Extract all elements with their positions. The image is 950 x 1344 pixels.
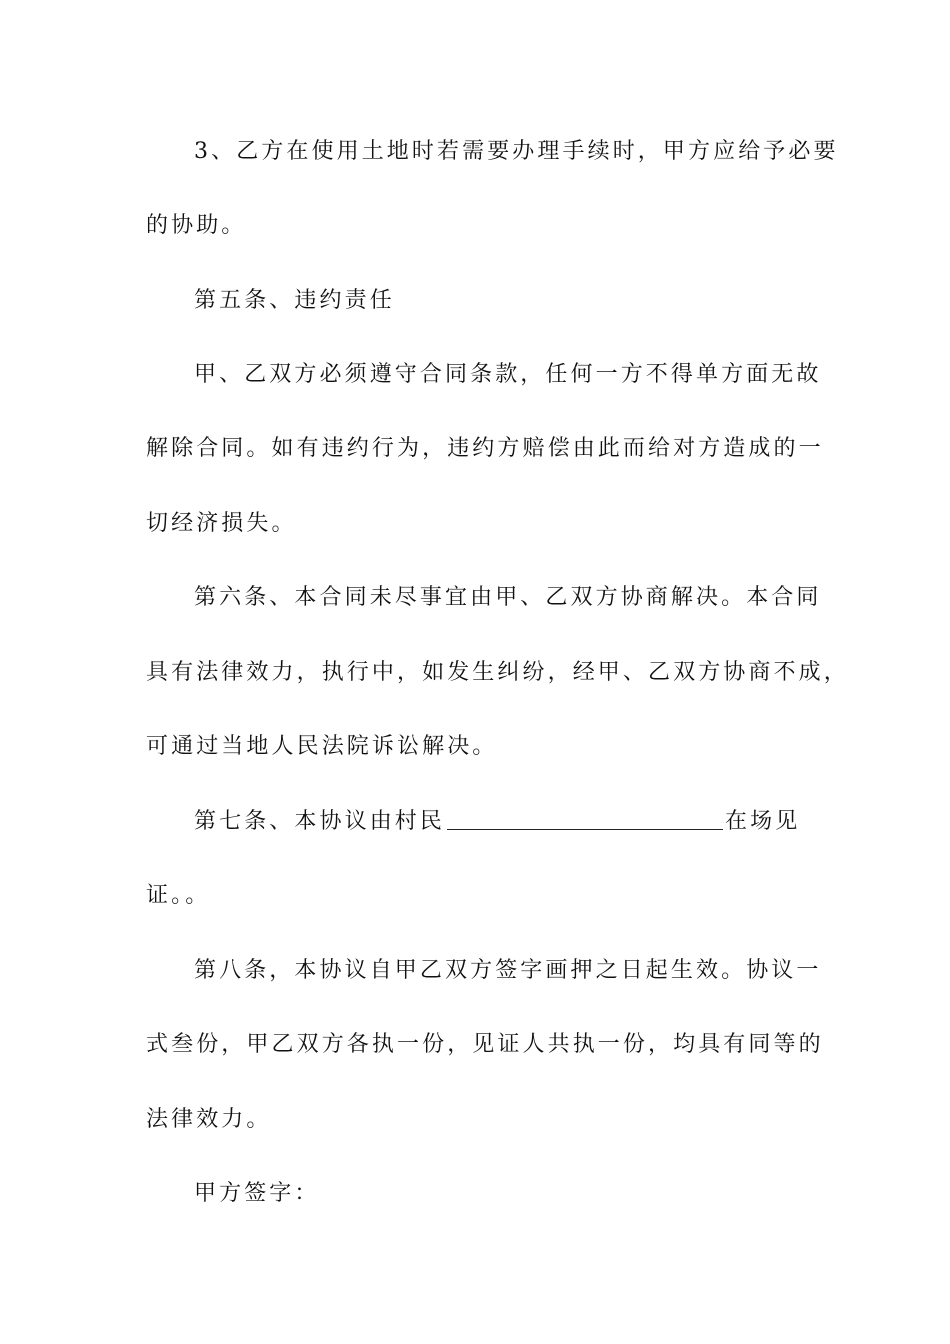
article-6-line-3: 可通过当地人民法院诉讼解决。 [146,734,498,759]
article-7-line-1 [194,802,814,842]
article-8-line-1: 第八条，本协议自甲乙双方签字画押之日起生效。协议一 [194,958,822,983]
article-8-line-2: 式叁份，甲乙双方各执一份，见证人共执一份，均具有同等的 [146,1032,824,1057]
article-5-line-3: 切经济损失。 [146,511,297,536]
article-6-line-2: 具有法律效力，执行中，如发生纠纷，经甲、乙双方协商不成， [146,660,849,685]
article-5-line-1: 甲、乙双方必须遵守合同条款，任何一方不得单方面无故 [194,362,822,387]
article-7-text-before: 第七条、本协议由村民 [194,809,446,834]
witness-name-blank[interactable] [447,828,723,830]
article-6-line-1: 第六条、本合同未尽事宜由甲、乙双方协商解决。本合同 [194,585,822,610]
article-7-line-2: 证。。 [146,883,211,908]
article-5-line-2: 解除合同。如有违约行为，违约方赔偿由此而给对方造成的一 [146,436,824,461]
article-7-text-after: 在场见 [725,809,801,834]
party-a-signature-label: 甲方签字： [194,1181,320,1206]
article-5-heading: 第五条、违约责任 [194,288,395,313]
clause-3-line-2: 的协助。 [146,213,247,238]
article-8-line-3: 法律效力。 [146,1107,272,1132]
clause-3-line-1: 3、乙方在使用土地时若需要办理手续时，甲方应给予必要 [194,139,839,164]
